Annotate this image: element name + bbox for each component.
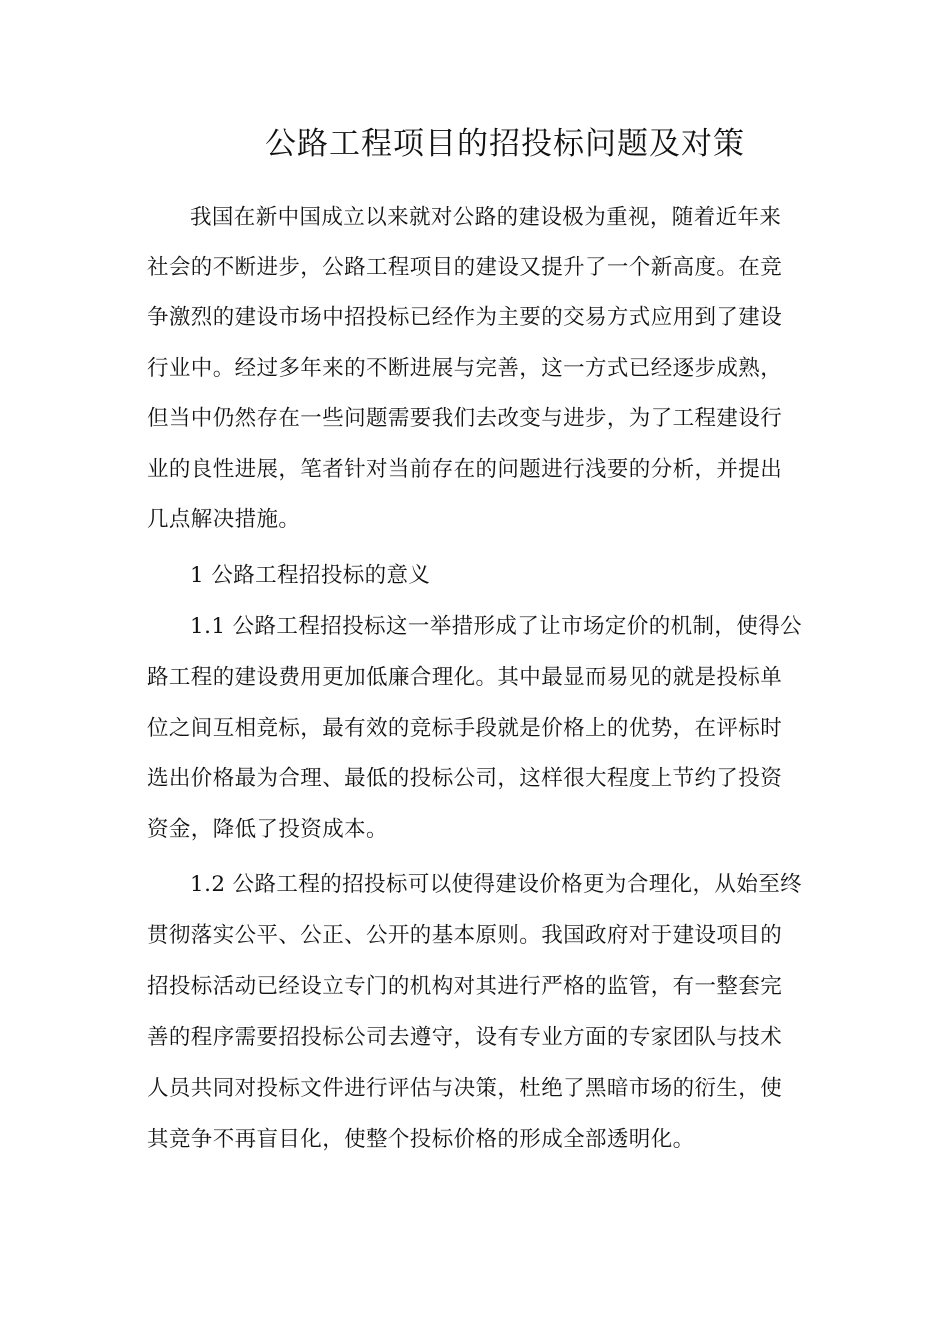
paragraph-line: 争激烈的建设市场中招投标已经作为主要的交易方式应用到了建设 [147, 305, 783, 330]
paragraph-line: 但当中仍然存在一些问题需要我们去改变与进步，为了工程建设行 [147, 406, 783, 431]
paragraph-line: 招投标活动已经设立专门的机构对其进行严格的监管，有一整套完 [147, 974, 783, 999]
document-title: 公路工程项目的招投标问题及对策 [265, 126, 745, 162]
paragraph-line: 资金，降低了投资成本。 [147, 817, 388, 842]
paragraph-line: 人员共同对投标文件进行评估与决策，杜绝了黑暗市场的衍生，使 [147, 1076, 783, 1101]
paragraph-line: 社会的不断进步，公路工程项目的建设又提升了一个新高度。在竞 [147, 255, 783, 280]
paragraph-line: 行业中。经过多年来的不断进展与完善，这一方式已经逐步成熟， [147, 356, 783, 381]
paragraph-line: 路工程的建设费用更加低廉合理化。其中最显而易见的就是投标单 [147, 665, 783, 690]
paragraph-line: 1.2 公路工程的招投标可以使得建设价格更为合理化，从始至终 [190, 872, 803, 897]
paragraph-line: 贯彻落实公平、公正、公开的基本原则。我国政府对于建设项目的 [147, 923, 783, 948]
paragraph-line: 善的程序需要招投标公司去遵守，设有专业方面的专家团队与技术 [147, 1025, 783, 1050]
paragraph-line: 几点解决措施。 [147, 507, 301, 532]
paragraph-line: 我国在新中国成立以来就对公路的建设极为重视，随着近年来 [190, 205, 782, 230]
paragraph-line: 其竞争不再盲目化，使整个投标价格的形成全部透明化。 [147, 1127, 695, 1152]
paragraph-line: 1.1 公路工程招投标这一举措形成了让市场定价的机制，使得公 [190, 614, 803, 639]
paragraph-line: 业的良性进展，笔者针对当前存在的问题进行浅要的分析，并提出 [147, 457, 783, 482]
paragraph-line: 位之间互相竞标，最有效的竞标手段就是价格上的优势，在评标时 [147, 716, 783, 741]
paragraph-line: 选出价格最为合理、最低的投标公司，这样很大程度上节约了投资 [147, 766, 783, 791]
section-heading: 1 公路工程招投标的意义 [190, 563, 431, 588]
